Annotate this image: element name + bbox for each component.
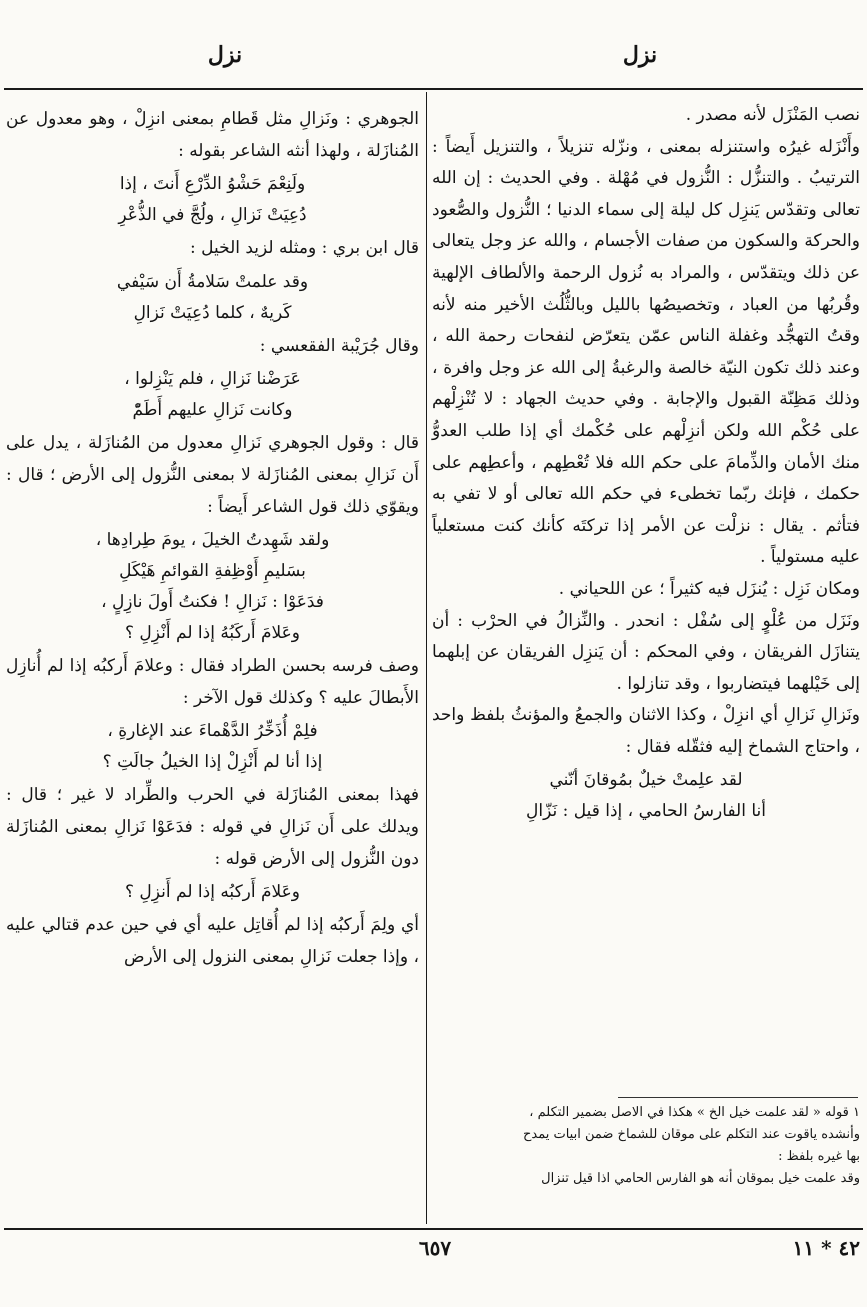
paragraph: الجوهري : ونَزالِ مثل قَطامِ بمعنى انزِلْ ، وهو معدول عن المُنازَلة ، ولهذا أنثه الشاعر بقوله : [6,109,419,161]
header-rule [4,88,863,90]
poem-verse [6,364,419,426]
header-root-word-right: نزل [622,42,658,68]
paragraph: وقال جُرَيْبة الفقعسي : [259,335,419,356]
verse-hemistich: أنا الفارسُ الحامي ، إذا قيل : نَزّالِ [526,801,766,822]
poem-verse [6,267,419,329]
left-column [6,104,419,973]
poem-verse [6,877,419,908]
footnote-line: وأنشده ياقوت عند التكلم على موقان للشماخ ضمن ابيات يمدح [523,1127,860,1142]
right-column [432,100,860,829]
footnote-line: وقد علمت خيل بموقان أنه هو الفارس الحامي اذا قيل تنزال [541,1171,860,1186]
footnote [436,1102,860,1190]
page-number: ٦٥٧ [418,1236,452,1260]
paragraph: ونَزالِ نَزالِ أي انزِلْ ، وكذا الاثنان والجمعُ والمؤنثُ بلفظ واحد ، واحتاج الشماخ إليه فثقّله فقال : [432,705,860,757]
poem-verse [6,525,419,649]
header-root-word-left: نزل [207,42,243,68]
paragraph: فهذا بمعنى المُنازَلة في الحرب والطِّراد لا غير ؛ قال : ويدلك على أَن نَزالِ في قوله : فدَعَوْا نَزالِ بمعنى المُنازَلة دون النُّزول إلى الأرض قوله : [6,785,419,869]
paragraph: وأَنْزَله غيرُه واستنزله بمعنى ، ونزّله تنزيلاً ، والتنزيل أَيضاً : الترتيبُ . والتنزُّل : النُّزول في مُهْلة . وفي الحديث : إن الله تعالى وتقدّس يَنزِل كل ليلة إلى سماء الدنيا ؛ النُّزول والصُّعود والحركة والسكون من صفات الأجسام ، والله عز وجل يتعالى عن ذلك ويتقدّس ، والمراد به نُزول الرحمة والألطاف الإلهية وقُربُها من العباد ، وتخصيصُها بالليل وبالثُّلُث الأخير منه لأنه وقتُ التهجُّد وغفلة الناس عمّن يتعرّض لنفحات رحمة الله ، وعند ذلك تكون النيّة خالصة والرغبةُ إلى الله عز وجل وافرة ، وذلك مَظِنّة القبول والإجابة . وفي حديث الجهاد : لا تُنْزِلْهم على حُكْم الله ولكن أنزِلْهم على حُكْمك أي إذا طلب العدوُّ منك الأمان والذِّمامَ على حكم الله فلا تُعْطِهم ، وأعطِهم على حكمك ، فإنك ربّما تخطىء في حكم الله تعالى أو لا تفي به فتأثم . يقال : نزلْت عن الأمر إذا تركتَه كأنك كنت مستعلياً عليه مستولياً . [432,136,860,568]
paragraph: أي ولِمَ أَركبُه إذا لم أُقاتِل عليه أي في حين عدم قتالي عليه ، وإذا جعلت نَزالِ بمعنى النزول إلى الأرض [6,915,419,967]
verse-hemistich: وعَلامَ أَركَبُهُ إذا لم أَنْزِلِ ؟ [124,623,301,644]
column-divider [426,92,427,1224]
verse-hemistich: فدَعَوْا : نَزالِ ! فكنتُ أَولَ نازِلٍ ، [101,592,324,613]
paragraph: نصب المَنْزَل لأنه مصدر . [685,105,860,125]
footnote-line: ١ قوله « لقد علمت خيل الخ » هكذا في الاصل بضمير التكلم ، [529,1105,860,1120]
footnote-separator [618,1097,858,1098]
verse-hemistich: وكانت نَزالِ عليهم أَطَمّْ [132,400,293,421]
verse-hemistich: عَرَضْنا نَزالِ ، فلم يَنْزِلوا ، [124,369,301,390]
verse-hemistich: وعَلامَ أَركبُه إذا لم أَنزِلِ ؟ [124,882,301,903]
verse-hemistich: فلِمْ أُذَخِّرُ الدَّهْماءَ عند الإغارةِ ، [107,721,318,742]
poem-verse [6,169,419,231]
verse-hemistich: ولقد شَهِدتُ الخيلَ ، يومَ طِرادِها ، [95,530,330,551]
paragraph: ونَزَل من عُلْوٍ إلى سُفْل : انحدر . والنِّزالُ في الحرْب : أن يتنازَل الفريقان ، وفي المحكم : أن يَنزِل الفريقان عن إبلهما إلى خَيْلهما فيتضاربوا ، وقد تنازلوا . [432,610,860,694]
footnote-line: بها غيره بلفظ : [778,1149,860,1164]
verse-hemistich: لقد علِمتْ خيلٌ بمُوقانَ أنّني [549,770,743,791]
verse-hemistich: دُعِيَتْ نَزالِ ، ولُجَّ في الذُّعْرِ [118,205,307,226]
verse-hemistich: ولَنِعْمَ حَشْوُ الدِّرْعِ أَنتَ ، إذا [119,174,306,195]
verse-hemistich: وقد علمتْ سَلامةُ أَن سَيْفي [116,271,309,292]
paragraph: وصف فرسه بحسن الطراد فقال : وعلامَ أَركبُه إذا لم أُنازِل الأَبطالَ عليه ؟ وكذلك قول الآخر : [6,656,419,708]
printer-signature: ٤٢ * ١١ [792,1236,860,1260]
verse-hemistich: إذا أنا لم أَنْزِلْ إذا الخيلُ جالَتِ ؟ [102,752,323,773]
paragraph: ومكان نَزِل : يُنزَل فيه كثيراً ؛ عن اللحياني . [558,578,860,599]
paragraph: قال ابن بري : ومثله لزيد الخيل : [189,238,419,259]
paragraph: قال : وقول الجوهري نَزالِ معدول من المُنازَلة ، يدل على أَن نَزالِ بمعنى المُنازَلة لا بمعنى النُّزول إلى الأرض ؛ قال : ويقوّي ذلك قول الشاعر أَيضاً : [6,433,419,517]
poem-verse [432,765,860,827]
poem-verse [6,716,419,778]
verse-hemistich: بسَليمِ أَوْظِفةِ القوائمِ هَيْكَلِ [119,561,306,582]
verse-hemistich: كَريهٌ ، كلما دُعِيَتْ نَزالِ [133,302,292,323]
footer-rule [4,1228,863,1230]
